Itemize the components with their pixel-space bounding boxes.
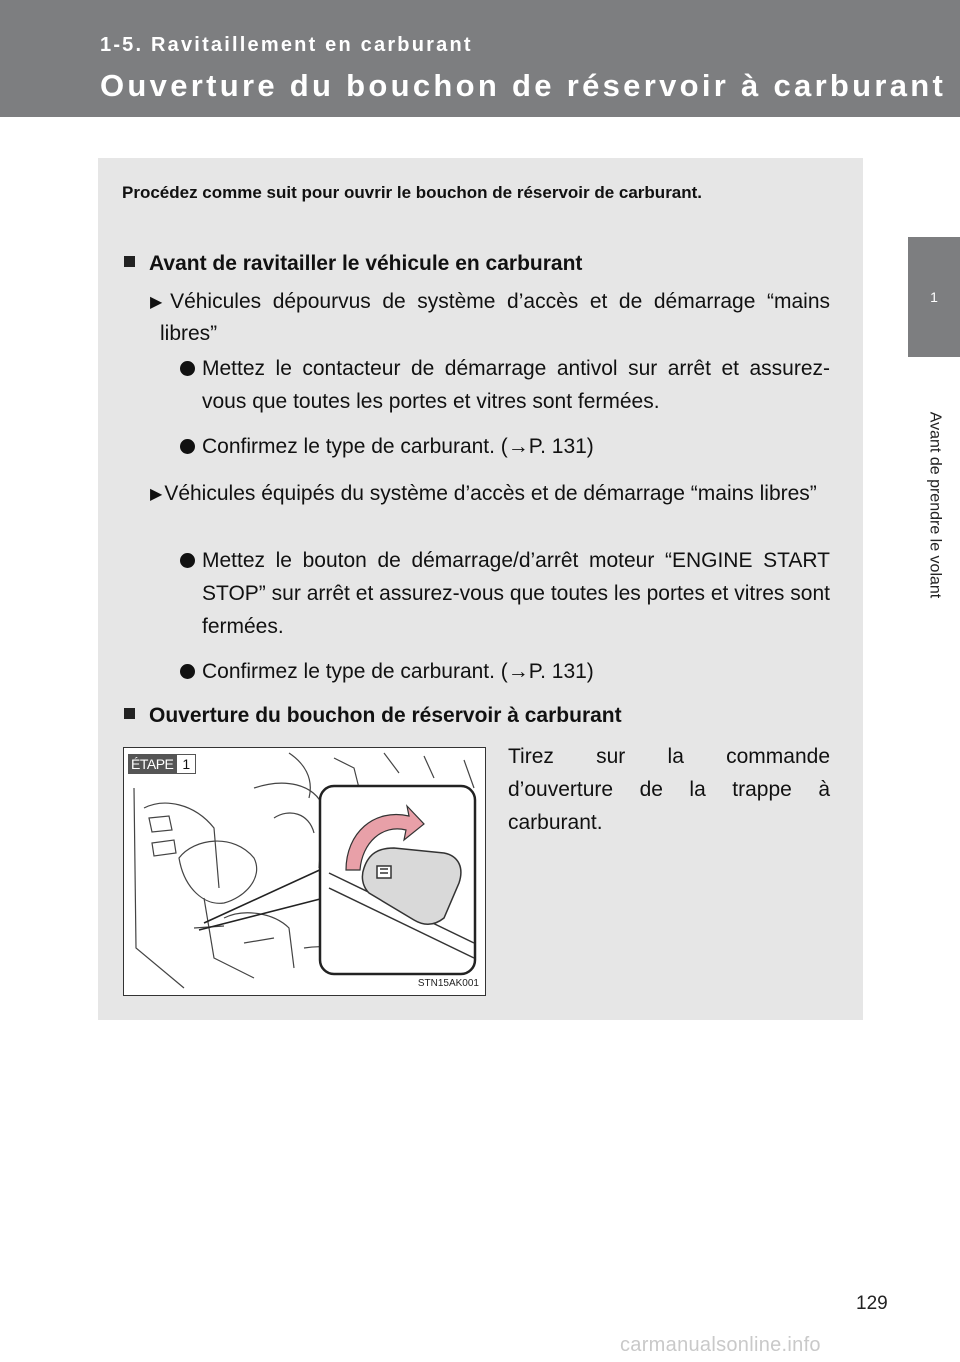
car-interior-drawing: [124, 748, 485, 995]
triangle-right-icon: ▶: [150, 294, 169, 311]
filled-circle-icon: [180, 553, 195, 568]
page-number: 129: [856, 1293, 888, 1314]
step-instruction: Tirez sur la commande d’ouverture de la trappe à carburant.: [508, 745, 830, 834]
bullet-text: Mettez le contacteur de démarrage antivol sur arrêt et assurez-vous que toutes les portes et vitres sont fermées.: [202, 357, 830, 413]
filled-circle-icon: [180, 664, 195, 679]
page-title: Ouverture du bouchon de réservoir à carburant: [100, 68, 947, 103]
section-heading-text: Ouverture du bouchon de réservoir à carburant: [149, 704, 622, 727]
vehicle-type-text: Véhicules dépourvus de système d’accès et de démarrage “mains libres”: [160, 290, 831, 345]
section-heading-text: Avant de ravitailler le véhicule en carburant: [149, 252, 583, 275]
bullet-item: [180, 544, 830, 643]
chapter-tab[interactable]: [908, 237, 960, 357]
chapter-tab-number: 1: [930, 289, 938, 305]
section-heading-open-cap: [124, 703, 844, 729]
section-label: 1-5. Ravitaillement en carburant: [100, 34, 473, 56]
bullet-item: [180, 430, 830, 463]
filled-circle-icon: [180, 361, 195, 376]
square-bullet-icon: [124, 256, 135, 267]
bullet-item: [180, 655, 830, 688]
bullet-text: Mettez le bouton de démarrage/d’arrêt moteur “ENGINE START STOP” sur arrêt et assurez-vous que toutes les portes et vitres sont fermées.: [202, 549, 830, 638]
filled-circle-icon: [180, 439, 195, 454]
intro-text: Procédez comme suit pour ouvrir le bouchon de réservoir de carburant.: [122, 183, 703, 202]
watermark[interactable]: carmanualsonline.info: [620, 1334, 821, 1356]
vehicle-type-text: Véhicules équipés du système d’accès et de démarrage “mains libres”: [164, 482, 817, 505]
fuel-door-lever-illustration: [123, 747, 486, 996]
bullet-text: Confirmez le type de carburant. (→P. 131): [202, 435, 594, 458]
step-number: 1: [176, 754, 196, 774]
step-badge: [128, 754, 196, 774]
chapter-label-text: Avant de prendre le volant: [926, 411, 943, 599]
bullet-text: Confirmez le type de carburant. (→P. 131): [202, 660, 594, 683]
section-heading-before-refuel: [124, 251, 844, 277]
figure-code: STN15AK001: [417, 978, 479, 989]
page-header: [0, 0, 960, 117]
step-label: ÉTAPE: [128, 754, 176, 774]
bullet-item: [180, 352, 830, 418]
square-bullet-icon: [124, 708, 135, 719]
chapter-label: [889, 380, 960, 630]
vehicle-type-with-smart-key: [150, 478, 830, 510]
triangle-right-icon: ▶: [150, 486, 163, 503]
vehicle-type-without-smart-key: [150, 286, 831, 349]
